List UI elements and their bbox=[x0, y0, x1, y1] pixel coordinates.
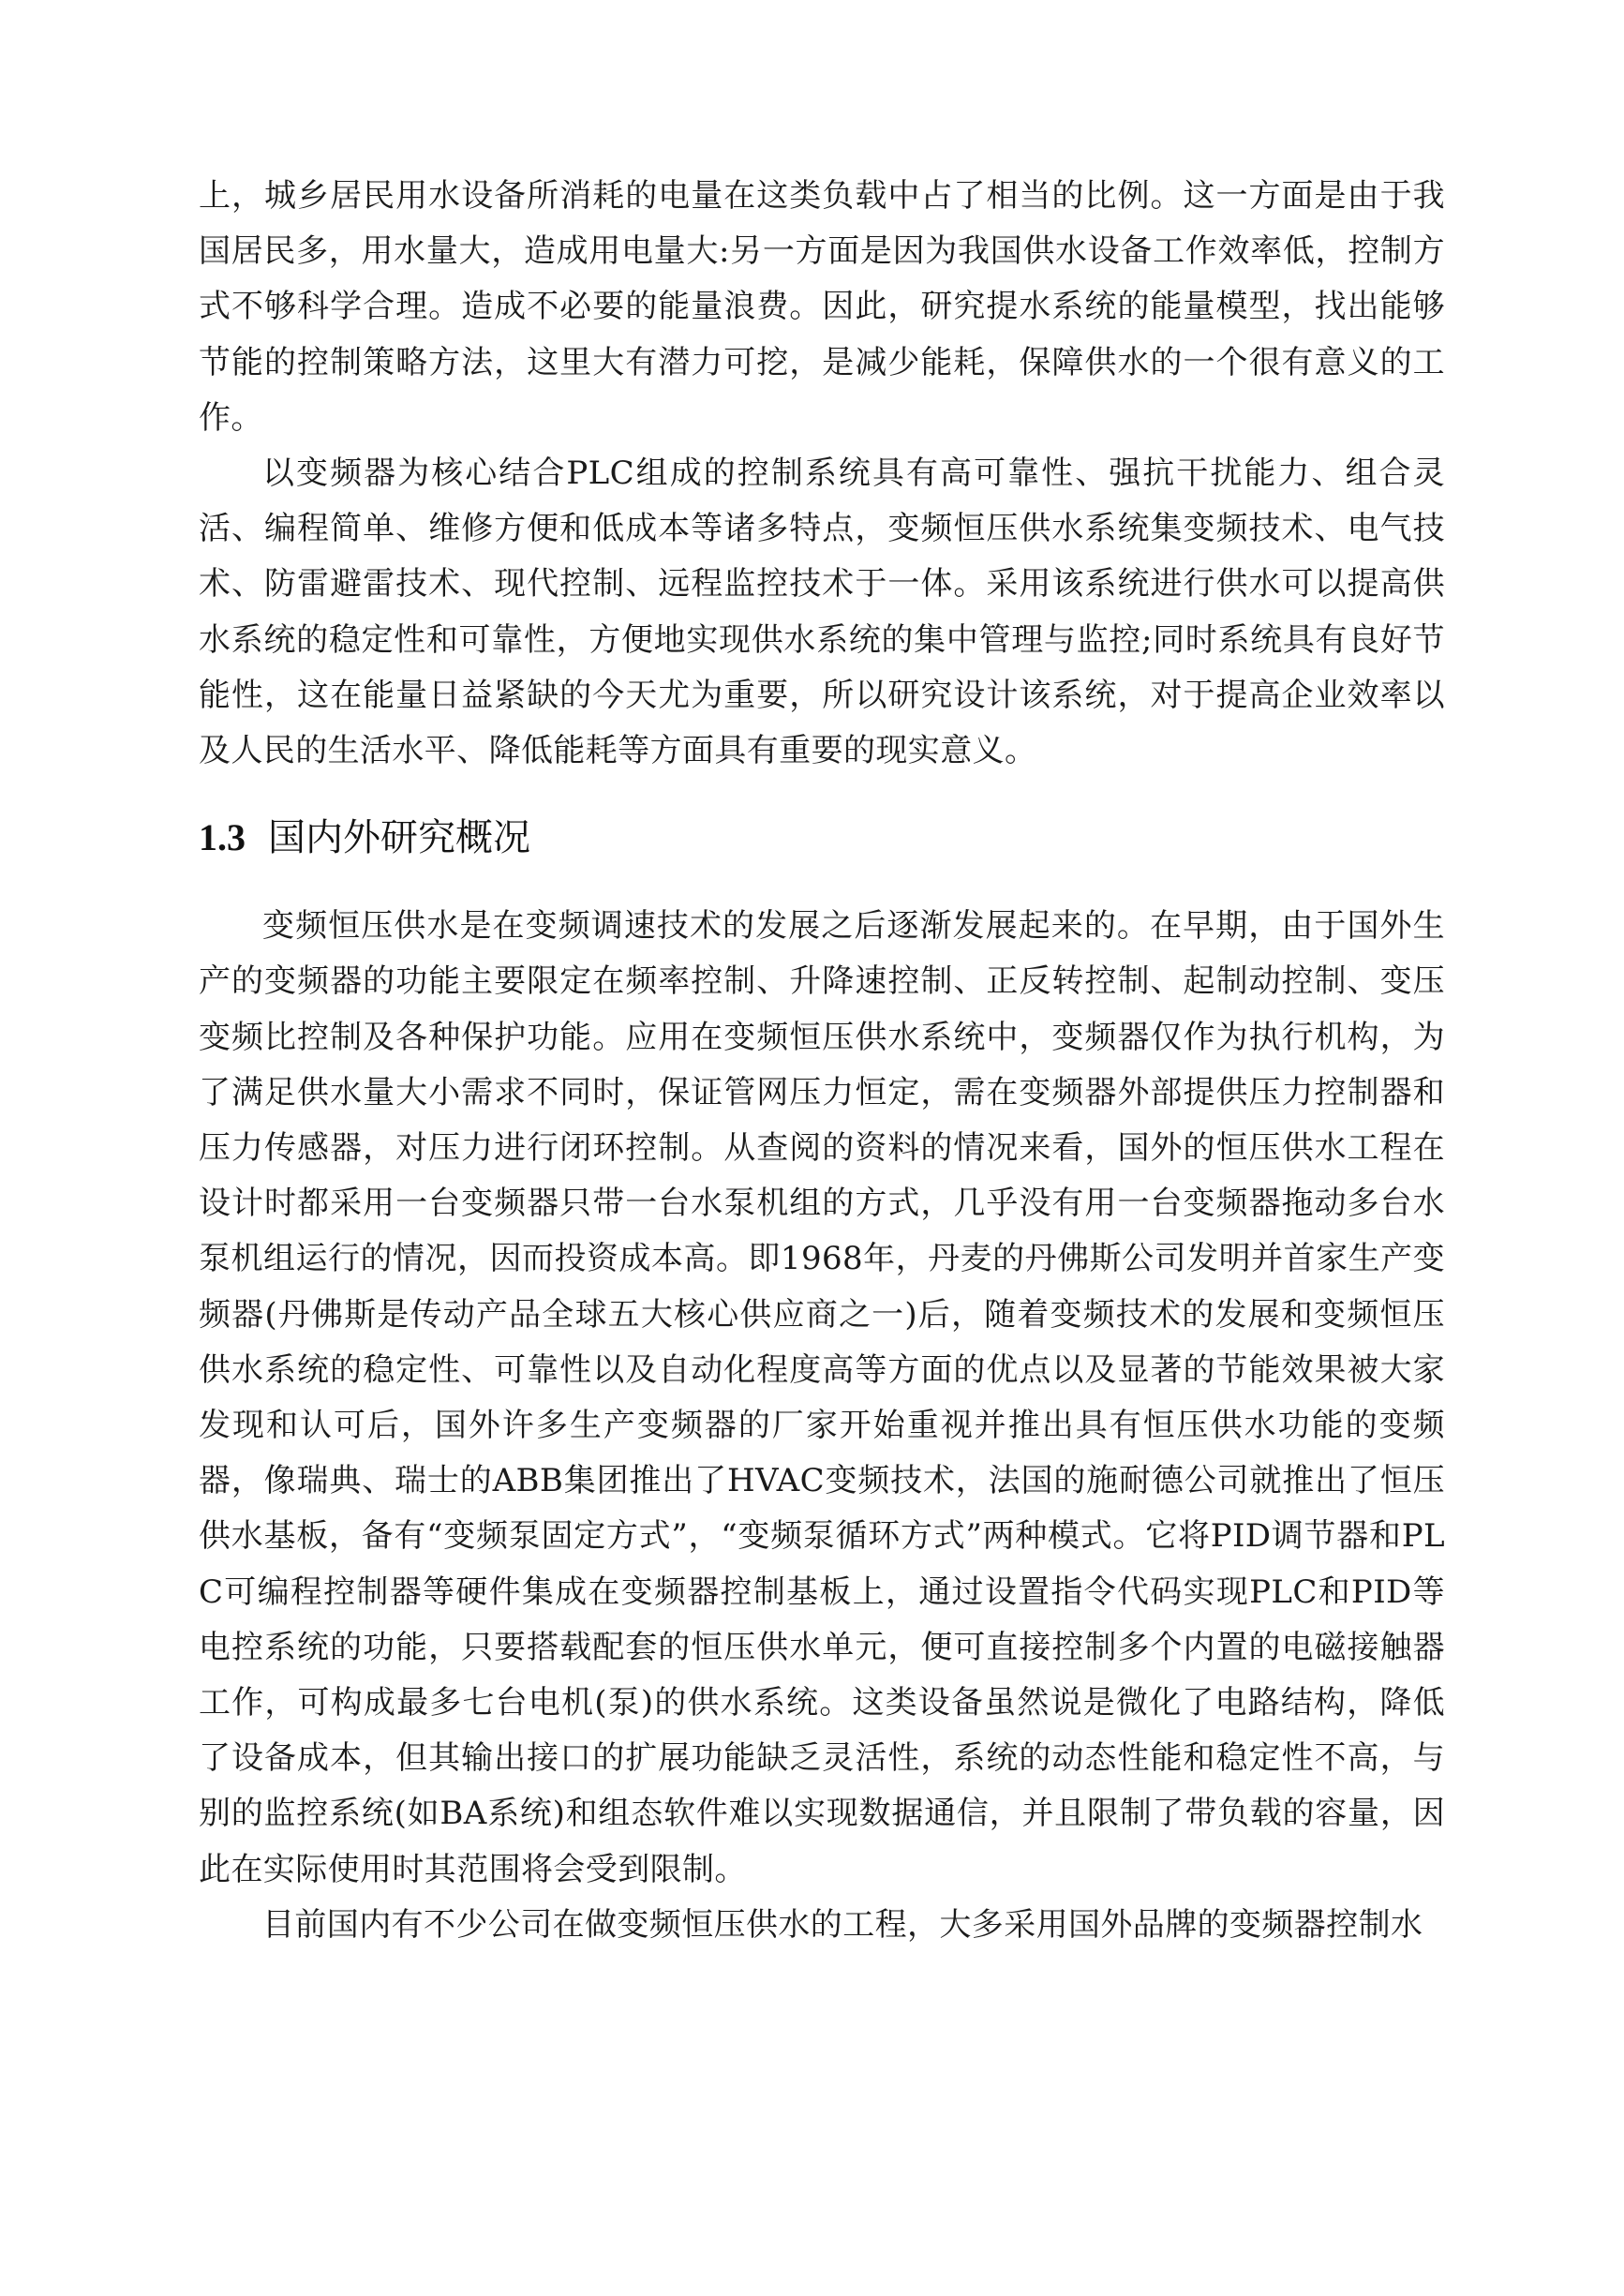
paragraph-2: 以变频器为核心结合PLC组成的控制系统具有高可靠性、强抗干扰能力、组合灵活、编程简单、维修方便和低成本等诸多特点，变频恒压供水系统集变频技术、电气技术、防雷避雷技术、现代控制、远程监控技术于一体。采用该系统进行供水可以提高供水系统的稳定性和可靠性，方便地实现供水系统的集中管理与监控;同时系统具有良好节能性，这在能量日益紧缺的今天尤为重要，所以研究设计该系统，对于提高企业效率以及人民的生活水平、降低能耗等方面具有重要的现实意义。 bbox=[199, 455, 1445, 770]
paragraph-1: 上，城乡居民用水设备所消耗的电量在这类负载中占了相当的比例。这一方面是由于我国居民多，用水量大，造成用电量大:另一方面是因为我国供水设备工作效率低，控制方式不够科学合理。造成不必要的能量浪费。因此，研究提水系统的能量模型，找出能够节能的控制策略方法，这里大有潜力可挖，是减少能耗，保障供水的一个很有意义的工作。 bbox=[199, 177, 1445, 437]
paragraph-3: 变频恒压供水是在变频调速技术的发展之后逐渐发展起来的。在早期，由于国外生产的变频器的功能主要限定在频率控制、升降速控制、正反转控制、起制动控制、变压变频比控制及各种保护功能。应用在变频恒压供水系统中，变频器仅作为执行机构，为了满足供水量大小需求不同时，保证管网压力恒定，需在变频器外部提供压力控制器和压力传感器，对压力进行闭环控制。从查阅的资料的情况来看，国外的恒压供水工程在设计时都采用一台变频器只带一台水泵机组的方式，几乎没有用一台变频器拖动多台水泵机组运行的情况，因而投资成本高。即1968年，丹麦的丹佛斯公司发明并首家生产变频器(丹佛斯是传动产品全球五大核心供应商之一)后，随着变频技术的发展和变频恒压供水系统的稳定性、可靠性以及自动化程度高等方面的优点以及显著的节能效果被大家发现和认可后，国外许多生产变频器的厂家开始重视并推出具有恒压供水功能的变频器，像瑞典、瑞士的ABB集团推出了HVAC变频技术，法国的施耐德公司就推出了恒压供水基板，备有“变频泵固定方式”，“变频泵循环方式”两种模式。它将PID调节器和PLC可编程控制器等硬件集成在变频器控制基板上，通过设置指令代码实现PLC和PID等电控系统的功能，只要搭载配套的恒压供水单元，便可直接控制多个内置的电磁接触器工作，可构成最多七台电机(泵)的供水系统。这类设备虽然说是微化了电路结构，降低了设备成本，但其输出接口的扩展功能缺乏灵活性，系统的动态性能和稳定性不高，与别的监控系统(如BA系统)和组态软件难以实现数据通信，并且限制了带负载的容量，因此在实际使用时其范围将会受到限制。 bbox=[199, 907, 1445, 1888]
section-title: 国内外研究概况 bbox=[268, 816, 530, 860]
section-heading bbox=[199, 805, 1445, 871]
document-page bbox=[199, 169, 1445, 1953]
paragraph-4: 目前国内有不少公司在做变频恒压供水的工程，大多采用国外品牌的变频器控制水 bbox=[262, 1905, 1423, 1944]
section-number: 1.3 bbox=[199, 816, 246, 859]
